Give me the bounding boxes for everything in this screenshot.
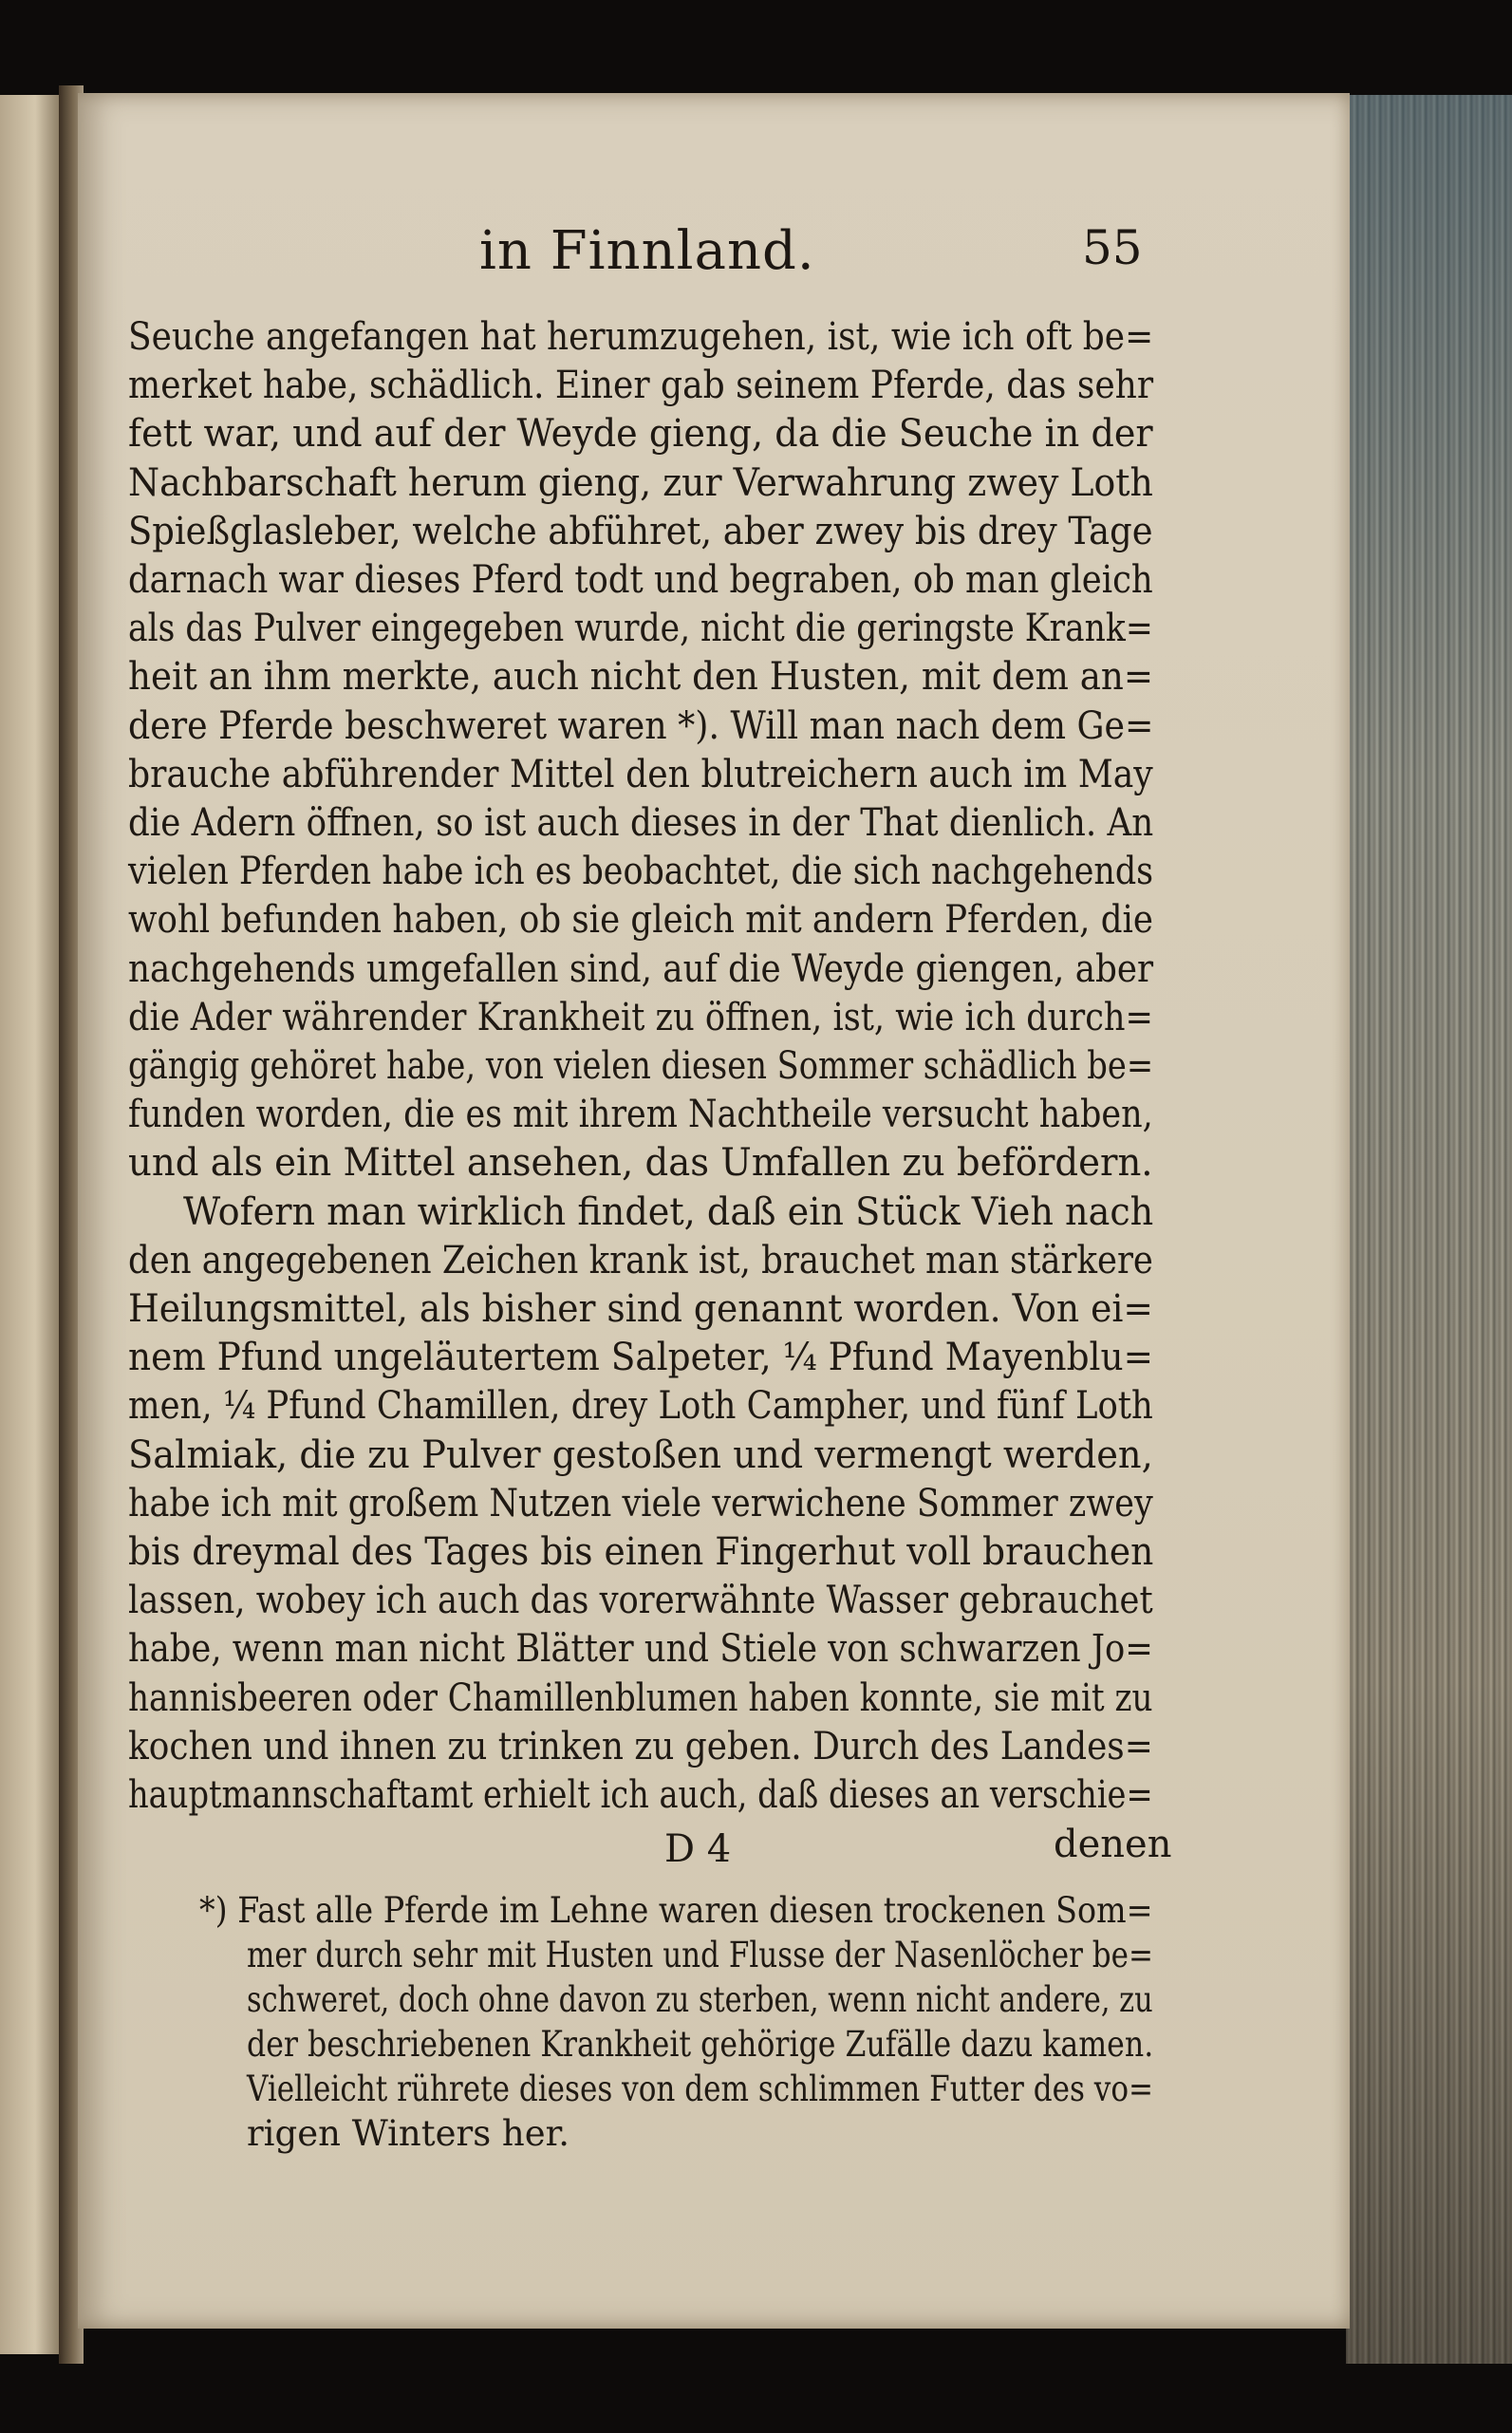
footnote-line: Vielleicht rührete dieses von dem schlimmen Futter des vo= — [247, 2068, 1154, 2109]
text-line: hannisbeeren oder Chamillenblumen haben konnte, sie mit zu — [128, 1675, 1153, 1720]
page-number: 55 — [1082, 220, 1143, 275]
left-page-edge — [0, 95, 59, 2354]
text-line: merket habe, schädlich. Einer gab seinem Pferde, das sehr — [128, 364, 1154, 408]
text-line: men, ¼ Pfund Chamillen, drey Loth Campher, und fünf Loth — [128, 1384, 1153, 1429]
text-line: habe, wenn man nicht Blätter und Stiele von schwarzen Jo= — [128, 1627, 1153, 1672]
footnote-line: schweret, doch ohne davon zu sterben, wenn nicht andere, zu — [247, 1979, 1153, 2020]
text-line: Nachbarschaft herum gieng, zur Verwahrung zwey Loth — [128, 460, 1153, 505]
text-line: habe ich mit großem Nutzen viele verwichene Sommer zwey — [128, 1481, 1153, 1525]
text-line: lassen, wobey ich auch das vorerwähnte Wasser gebrauchet — [128, 1579, 1153, 1623]
text-line: wohl befunden haben, ob sie gleich mit andern Pferden, die — [128, 898, 1153, 943]
text-line: nem Pfund ungeläutertem Salpeter, ¼ Pfund Mayenblu= — [128, 1336, 1153, 1380]
catchword: denen — [1054, 1823, 1172, 1866]
text-line: die Adern öffnen, so ist auch dieses in der That dienlich. An — [128, 801, 1154, 845]
text-line: Spießglasleber, welche abführet, aber zwey bis drey Tage — [128, 509, 1153, 553]
text-line: Wofern man wirklich findet, daß ein Stück Vieh nach — [183, 1189, 1154, 1234]
footnote-line: rigen Winters her. — [247, 2113, 570, 2154]
signature-mark: D 4 — [664, 1827, 732, 1871]
text-line: Salmiak, die zu Pulver gestoßen und vermengt werden, — [128, 1432, 1153, 1477]
text-line: gängig gehöret habe, von vielen diesen Sommer schädlich be= — [128, 1044, 1154, 1088]
text-line: brauche abführender Mittel den blutreichern auch im May — [128, 752, 1153, 796]
running-head: in Finnland. — [479, 220, 815, 282]
text-line: und als ein Mittel ansehen, das Umfallen zu befördern. — [128, 1141, 1153, 1186]
text-line: funden worden, die es mit ihrem Nachtheile versucht haben, — [128, 1093, 1153, 1137]
footnote-line: mer durch sehr mit Husten und Flusse der Nasenlöcher be= — [247, 1935, 1153, 1975]
text-line: kochen und ihnen zu trinken zu geben. Durch des Landes= — [128, 1724, 1153, 1769]
text-line: hauptmannschaftamt erhielt ich auch, daß dieses an verschie= — [128, 1773, 1153, 1817]
text-line: darnach war dieses Pferd todt und begraben, ob man gleich — [128, 558, 1153, 602]
text-line: Seuche angefangen hat herumzugehen, ist, wie ich oft be= — [128, 315, 1154, 359]
text-line: als das Pulver eingegeben wurde, nicht die geringste Krank= — [128, 607, 1153, 651]
text-line: heit an ihm merkte, auch nicht den Husten, mit dem an= — [128, 655, 1154, 700]
text-line: bis dreymal des Tages bis einen Fingerhut voll brauchen — [128, 1530, 1154, 1574]
text-line: Heilungsmittel, als bisher sind genannt worden. Von ei= — [128, 1287, 1153, 1331]
text-line: nachgehends umgefallen sind, auf die Weyde giengen, aber — [128, 946, 1154, 991]
text-line: fett war, und auf der Weyde gieng, da die Seuche in der — [128, 412, 1153, 457]
text-line: vielen Pferden habe ich es beobachtet, die sich nachgehends — [128, 850, 1154, 894]
text-line: die Ader währender Krankheit zu öffnen, ist, wie ich durch= — [128, 995, 1153, 1039]
text-line: den angegebenen Zeichen krank ist, brauchet man stärkere — [128, 1238, 1153, 1282]
page-fore-edge — [1346, 95, 1512, 2364]
footnote-line: der beschriebenen Krankheit gehörige Zufälle dazu kamen. — [247, 2024, 1154, 2065]
footnote-line: *) Fast alle Pferde im Lehne waren diesen trockenen Som= — [199, 1890, 1153, 1931]
text-line: dere Pferde beschweret waren *). Will man nach dem Ge= — [128, 703, 1154, 748]
